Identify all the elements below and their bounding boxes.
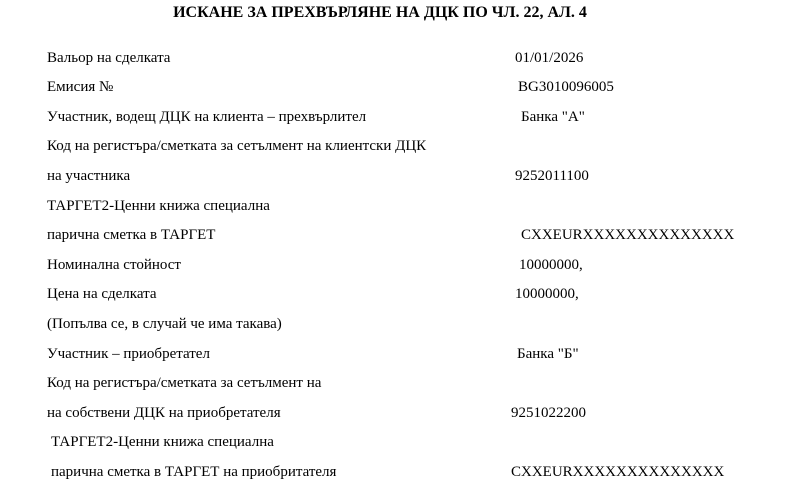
label-acquirer-registry-line2: на собствени ДЦК на приобретателя xyxy=(47,405,281,421)
label-target2-line2: парична сметка в ТАРГЕТ xyxy=(47,227,216,243)
label-registry-code-line2: на участника xyxy=(47,168,131,184)
label-nominal-value: Номинална стойност xyxy=(47,257,181,273)
label-issue-number: Емисия № xyxy=(47,79,114,95)
value-registry-code: 9252011100 xyxy=(515,168,589,184)
label-acquirer: Участник – приобретател xyxy=(47,346,210,362)
label-value-date: Вальор на сделката xyxy=(47,50,171,66)
value-nominal-value: 10000000, xyxy=(519,257,583,273)
value-target2-account: CXXEURXXXXXXXXXXXXXX xyxy=(521,227,735,243)
value-deal-price: 10000000, xyxy=(515,286,579,302)
value-acquirer-target2-account: CXXEURXXXXXXXXXXXXXX xyxy=(511,464,725,480)
document-title: ИСКАНЕ ЗА ПРЕХВЪРЛЯНЕ НА ДЦК ПО ЧЛ. 22, АЛ. 4 xyxy=(173,4,587,21)
value-issue-number: BG3010096005 xyxy=(518,79,614,95)
label-deal-price: Цена на сделката xyxy=(47,286,157,302)
value-transferor: Банка "А" xyxy=(521,109,585,125)
label-acquirer-target2-line2: парична сметка в ТАРГЕТ на приобритателя xyxy=(51,464,337,480)
label-transferor: Участник, водещ ДЦК на клиента – прехвърлител xyxy=(47,109,367,125)
label-registry-code-line1: Код на регистъра/сметката за сетълмент на клиентски ДЦК xyxy=(47,138,427,154)
label-acquirer-registry-line1: Код на регистъра/сметката за сетълмент на xyxy=(47,375,322,391)
value-acquirer-registry: 9251022200 xyxy=(511,405,586,421)
label-target2-line1: ТАРГЕТ2-Ценни книжа специална xyxy=(47,198,270,214)
label-acquirer-target2-line1: ТАРГЕТ2-Ценни книжа специална xyxy=(51,434,274,450)
value-acquirer: Банка "Б" xyxy=(517,346,579,362)
label-price-note: (Попълва се, в случай че има такава) xyxy=(47,316,282,332)
value-date: 01/01/2026 xyxy=(515,50,584,66)
